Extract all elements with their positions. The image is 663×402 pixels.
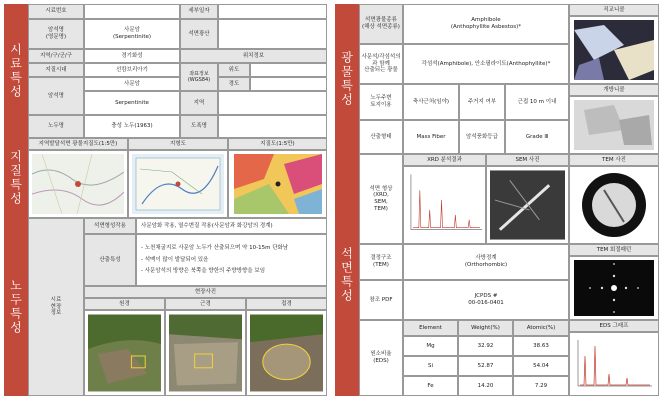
photo1 xyxy=(569,16,659,84)
lat-label: 위도 xyxy=(218,63,250,77)
left-panel xyxy=(4,4,327,396)
geology-map-1 xyxy=(28,150,128,218)
feature-list xyxy=(136,234,327,286)
band-mineral xyxy=(335,4,359,154)
band-mineral-label: 광물특성 xyxy=(339,51,354,107)
petro-value-ko: 사문암 xyxy=(84,77,180,91)
mineral-map-image xyxy=(32,154,124,214)
place-label: 지역 xyxy=(180,91,218,115)
feature-item: - 사문암석의 방향은 북쪽을 향한의 주향방향을 보임 xyxy=(141,268,266,275)
photo1-title: 직교니콜 xyxy=(569,4,659,16)
band-analysis-label: 석면특성 xyxy=(339,247,354,303)
feature-item: - 노천채굴지로 사문암 노두가 산출되으며 약 10-15m 단화남 xyxy=(141,245,289,252)
photo-mid-title: 근경 xyxy=(165,298,246,310)
eds-title: EDS 그래프 xyxy=(569,320,659,332)
comp-el: Mg xyxy=(403,336,458,356)
comp-el: Fe xyxy=(403,376,458,396)
comp-head-atomic: Atomic(%) xyxy=(513,320,569,336)
lat-value xyxy=(250,63,327,77)
photo2 xyxy=(569,96,659,154)
comp-head-element: Element xyxy=(403,320,458,336)
comp-at: 7.29 xyxy=(513,376,569,396)
form-value: 사문암화 작용, 열수변질 작용(사문암과 화강암의 경계) xyxy=(136,218,327,234)
outcrop-far-photo xyxy=(88,314,161,392)
pdf-value: JCPDS # 00-016-0401 xyxy=(403,280,569,320)
habit-label: 산출형태 xyxy=(359,120,403,154)
photo2-title: 개방니콜 xyxy=(569,84,659,96)
tem-photo xyxy=(569,166,659,244)
shape-label: 석면 형상 (XRD, SEM, TEM) xyxy=(359,154,403,244)
crossed-nicol-photo xyxy=(574,20,654,80)
detail-no-value xyxy=(218,4,327,19)
open-nicol-photo xyxy=(574,100,654,150)
band-sample xyxy=(4,4,28,138)
grade-value: Grade Ⅲ xyxy=(505,120,569,154)
lon-value xyxy=(250,77,327,91)
width-label: 노두주변 토지이용 xyxy=(359,84,403,120)
band-outcrop-label: 노두특성 xyxy=(8,279,23,335)
region-label: 지역/구/군/구 xyxy=(28,49,84,63)
comp-wt: 52.87 xyxy=(458,356,513,376)
photo-far-title: 원경 xyxy=(84,298,165,310)
topo-map-image xyxy=(132,154,224,214)
coord-label: 좌표정보 (WGS84) xyxy=(180,63,218,91)
outcrop-type-value: 충성 노두(1963) xyxy=(84,115,180,138)
rock-alt-value xyxy=(218,19,327,49)
comp-at: 54.04 xyxy=(513,356,569,376)
place-value xyxy=(218,91,327,115)
xrd-title: XRD 분석결과 xyxy=(403,154,486,166)
band-geology-label: 지질특성 xyxy=(8,150,23,206)
rock-name-value: 사문암 (Serpentinite) xyxy=(84,19,180,49)
crystal-value: 사방정계 (Orthorhombic) xyxy=(403,244,569,280)
rock-name-label: 암석명 (영문명) xyxy=(28,19,84,49)
photo-near xyxy=(246,310,327,396)
geology-map-image xyxy=(234,154,322,214)
sem-image xyxy=(490,170,565,240)
tem-diff-photo xyxy=(569,256,659,320)
eds-graph-image xyxy=(574,336,654,392)
comp-label: 원소비율 (EDS) xyxy=(359,320,403,396)
comp-wt: 14.20 xyxy=(458,376,513,396)
photo-far xyxy=(84,310,165,396)
region-value: 경기화성 xyxy=(84,49,180,63)
near-label: 주거지 여부 xyxy=(459,84,505,120)
photo-mid xyxy=(165,310,246,396)
diffraction-pattern-image xyxy=(574,260,654,316)
sample-no-label: 시료번호 xyxy=(28,4,84,19)
map-label: 도폭명 xyxy=(180,115,218,138)
feature-item: - 석맥이 많이 발달되어 있음 xyxy=(141,256,209,263)
comp-el: Si xyxy=(403,356,458,376)
photo-section-title: 현장사진 xyxy=(84,286,327,298)
geology-col1-title: 지역발달석면 광물지질도(1:5만) xyxy=(28,138,128,150)
band-sample-label: 시료특성 xyxy=(8,43,23,99)
outcrop-mid-photo xyxy=(169,314,242,392)
era-value: 선캄브리아기 xyxy=(84,63,180,77)
era-label: 지질시대 xyxy=(28,63,84,77)
band-geology xyxy=(4,138,28,218)
kind-label: 석면광물종류 (해상 석면종류) xyxy=(359,4,403,44)
xrd-pattern-image xyxy=(407,170,482,240)
geology-col2-title: 지형도 xyxy=(128,138,228,150)
tem-diff-title: TEM 회절패턴 xyxy=(569,244,659,256)
petro-value-en: Serpentinite xyxy=(84,91,180,115)
form-label: 석면형성작용 xyxy=(84,218,136,234)
tem-title: TEM 사진 xyxy=(569,154,659,166)
feature-label: 산출특성 xyxy=(84,234,136,286)
width-value: 축사근처(임야) xyxy=(403,84,459,120)
assoc-value: 각섬석(Amphibole), 안소필라이트(Anthophyllite)* xyxy=(403,44,569,84)
outcrop-near-photo xyxy=(250,314,323,392)
sem-title: SEM 사진 xyxy=(486,154,569,166)
geology-map-2 xyxy=(128,150,228,218)
photo-near-title: 접경 xyxy=(246,298,327,310)
near-value: 근접 10 m 이내 xyxy=(505,84,569,120)
location-label: 위치정보 xyxy=(180,49,327,63)
detail-no-label: 세부일자 xyxy=(180,4,218,19)
info-label: 시료 현장 정보 xyxy=(28,218,84,396)
comp-wt: 32.92 xyxy=(458,336,513,356)
sample-no-value xyxy=(84,4,180,19)
comp-at: 38.63 xyxy=(513,336,569,356)
right-panel xyxy=(335,4,659,396)
map-value xyxy=(218,115,327,138)
pdf-label: 참조 PDF xyxy=(359,280,403,320)
sem-photo xyxy=(486,166,569,244)
tem-image xyxy=(574,170,654,240)
assoc-label: 사문석/각섬석의 과 함께 산출되는 광물 xyxy=(359,44,403,84)
band-outcrop xyxy=(4,218,28,396)
petro-label: 암석명 xyxy=(28,77,84,115)
lon-label: 경도 xyxy=(218,77,250,91)
eds-plot xyxy=(569,332,659,396)
band-analysis xyxy=(335,154,359,396)
geology-map-3 xyxy=(228,150,327,218)
crystal-label: 결정구조 (TEM) xyxy=(359,244,403,280)
sample-report-sheet xyxy=(4,4,659,396)
geology-col3-title: 지질도(1:5만) xyxy=(228,138,327,150)
comp-head-weight: Weight(%) xyxy=(458,320,513,336)
rock-alt-label: 석면광산 xyxy=(180,19,218,49)
xrd-plot xyxy=(403,166,486,244)
habit-value: Mass Fiber xyxy=(403,120,459,154)
outcrop-type-label: 노두명 xyxy=(28,115,84,138)
grade-label: 암석풍화등급 xyxy=(459,120,505,154)
kind-value: Amphibole (Anthophyllite Asbestos)* xyxy=(403,4,569,44)
